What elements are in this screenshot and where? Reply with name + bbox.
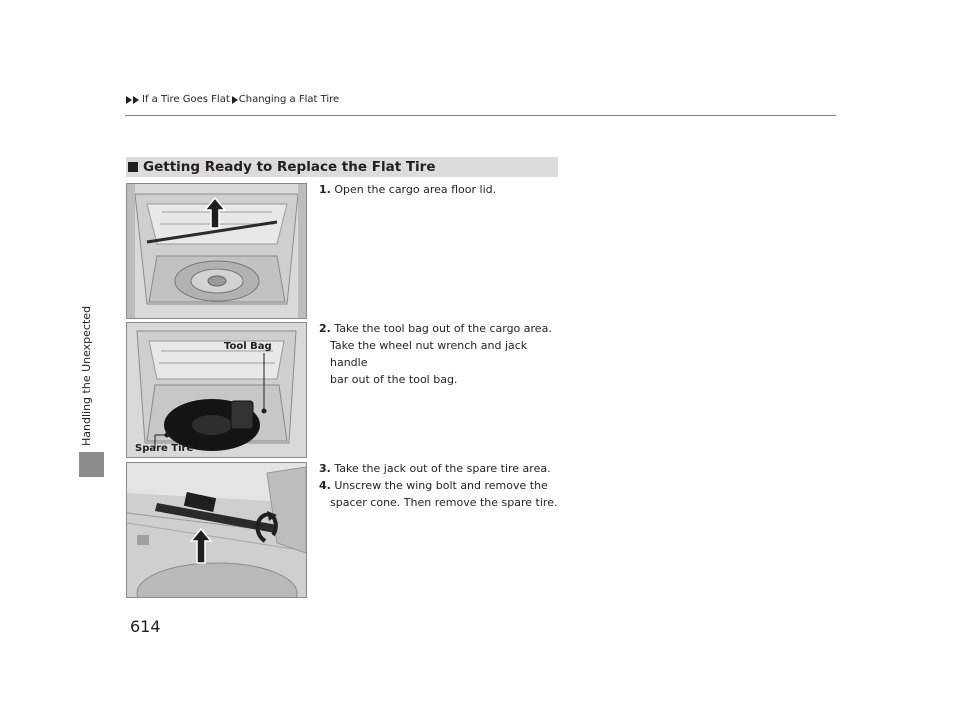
step-2	[319, 320, 564, 388]
step-text: spacer cone. Then remove the spare tire.	[330, 496, 558, 509]
step-number: 3.	[319, 462, 331, 475]
breadcrumb-item[interactable]: If a Tire Goes Flat	[142, 94, 230, 105]
figure-open-floor-lid	[126, 183, 307, 319]
page-number: 614	[130, 617, 161, 636]
step-text: Take the jack out of the spare tire area.	[334, 462, 551, 475]
breadcrumb-arrow-icon	[126, 96, 132, 104]
breadcrumb-item[interactable]: Changing a Flat Tire	[238, 94, 340, 105]
figure-tool-bag-spare-tire	[126, 322, 307, 458]
step-text: bar out of the tool bag.	[330, 373, 458, 386]
step-1	[319, 181, 564, 198]
section-title: Getting Ready to Replace the Flat Tire	[143, 159, 436, 175]
step-number: 1.	[319, 183, 331, 196]
spare-tire-illustration	[127, 323, 306, 457]
side-section-label: Handling the Unexpected	[80, 305, 93, 446]
step-text: Open the cargo area floor lid.	[334, 183, 497, 196]
breadcrumb-arrow-icon	[232, 96, 238, 104]
section-square-icon	[128, 162, 138, 172]
side-section-tab	[79, 452, 104, 477]
step-number: 4.	[319, 479, 331, 492]
jack-illustration	[127, 463, 306, 597]
breadcrumb	[126, 94, 339, 105]
figure-jack-wing-bolt	[126, 462, 307, 598]
step-text: Unscrew the wing bolt and remove the	[334, 479, 548, 492]
callout-spare-tire: Spare Tire	[135, 443, 194, 454]
section-header	[126, 157, 558, 177]
step-3	[319, 460, 564, 477]
breadcrumb-arrow-icon	[133, 96, 139, 104]
callout-tool-bag: Tool Bag	[224, 341, 272, 352]
cargo-area-illustration	[127, 184, 306, 318]
header-rule	[125, 115, 836, 116]
step-number: 2.	[319, 322, 331, 335]
step-4	[319, 477, 564, 511]
step-text: Take the wheel nut wrench and jack handle	[330, 339, 528, 369]
step-text: Take the tool bag out of the cargo area.	[334, 322, 552, 335]
